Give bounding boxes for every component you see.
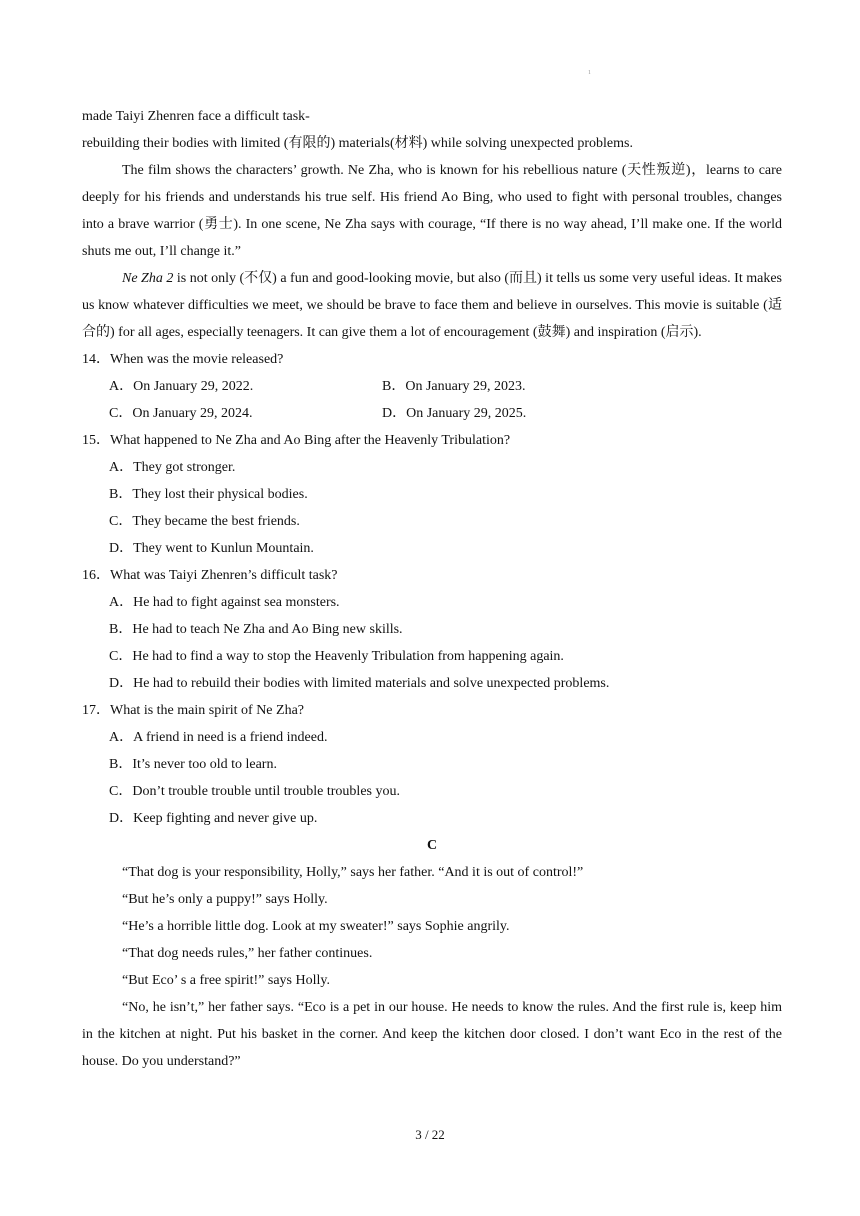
continuation-line-1: made Taiyi Zhenren face a difficult task- (82, 109, 310, 124)
question-15-option-a: A．They got stronger. (109, 460, 236, 475)
top-mark: 1 (588, 70, 591, 76)
question-15-option-d: D．They went to Kunlun Mountain. (109, 541, 314, 556)
question-17-option-c: C．Don’t trouble trouble until trouble troubles you. (109, 784, 400, 799)
dialogue-line: “But Eco’ s a free spirit!” says Holly. (122, 973, 330, 988)
continuation-line-2: rebuilding their bodies with limited (有限的) materials(材料) while solving unexpected problems. (82, 136, 633, 151)
page-number: 3 / 22 (415, 1127, 445, 1142)
paragraph-summary-text: is not only (不仅) a fun and good-looking movie, but also (而且) it tells us some very useful ideas. It makes us know whatever difficulties we meet, we should be brave to face them and believe in ourselves. This movie is suitable (适合的) for all ages, especially teenagers. It can give them a lot of encouragement (鼓舞) and inspiration (启示). (82, 271, 783, 340)
question-14-option-a: A．On January 29, 2022. (109, 379, 254, 394)
dialogue-line: “But he’s only a puppy!” says Holly. (122, 892, 328, 907)
dialogue-line: “That dog is your responsibility, Holly,” says her father. “And it is out of control!” (122, 865, 584, 880)
question-15-option-b: B．They lost their physical bodies. (109, 487, 308, 502)
question-16-option-c: C．He had to find a way to stop the Heavenly Tribulation from happening again. (109, 649, 564, 664)
question-14-stem: 14．When was the movie released? (82, 352, 284, 367)
movie-title: Ne Zha 2 (122, 271, 174, 286)
question-14-options-row-1 (82, 373, 782, 400)
question-17-option-b: B．It’s never too old to learn. (109, 757, 277, 772)
section-c-heading: C (426, 838, 438, 853)
question-15-option-c: C．They became the best friends. (109, 514, 300, 529)
question-17-stem: 17．What is the main spirit of Ne Zha? (82, 703, 304, 718)
question-14-option-c: C．On January 29, 2024. (109, 406, 253, 421)
question-16-option-a: A．He had to fight against sea monsters. (109, 595, 340, 610)
dialogue-line: “That dog needs rules,” her father continues. (122, 946, 373, 961)
paragraph-summary (82, 265, 782, 346)
question-16-option-b: B．He had to teach Ne Zha and Ao Bing new skills. (109, 622, 403, 637)
question-15-stem: 15．What happened to Ne Zha and Ao Bing after the Heavenly Tribulation? (82, 433, 511, 448)
dialogue-line: “No, he isn’t,” her father says. “Eco is a pet in our house. He needs to know the rules. And the first rule is, keep him in the kitchen at night. Put his basket in the corner. And keep the kitchen door closed. I don’t want Eco in the rest of the house. Do you understand?” (82, 1000, 782, 1069)
question-16-option-d: D．He had to rebuild their bodies with limited materials and solve unexpected problems. (109, 676, 610, 691)
paragraph-growth: The film shows the characters’ growth. Ne Zha, who is known for his rebellious nature (天性叛逆)，learns to care deeply for his friends and understands his true self. His friend Ao Bing, who used to fight with personal troubles, changes into a brave warrior (勇士). In one scene, Ne Zha says with courage, “If there is no way ahead, I’ll make one. If the world shuts me out, I’ll change it.” (82, 163, 782, 259)
question-14-options-row-2 (82, 400, 782, 427)
dialogue-line: “He’s a horrible little dog. Look at my sweater!” says Sophie angrily. (122, 919, 510, 934)
question-17-option-d: D．Keep fighting and never give up. (109, 811, 318, 826)
question-16-stem: 16．What was Taiyi Zhenren’s difficult task? (82, 568, 338, 583)
question-14-option-b: B．On January 29, 2023. (382, 379, 526, 394)
question-17-option-a: A．A friend in need is a friend indeed. (109, 730, 328, 745)
question-14-option-d: D．On January 29, 2025. (382, 406, 527, 421)
page-content (82, 103, 782, 1075)
